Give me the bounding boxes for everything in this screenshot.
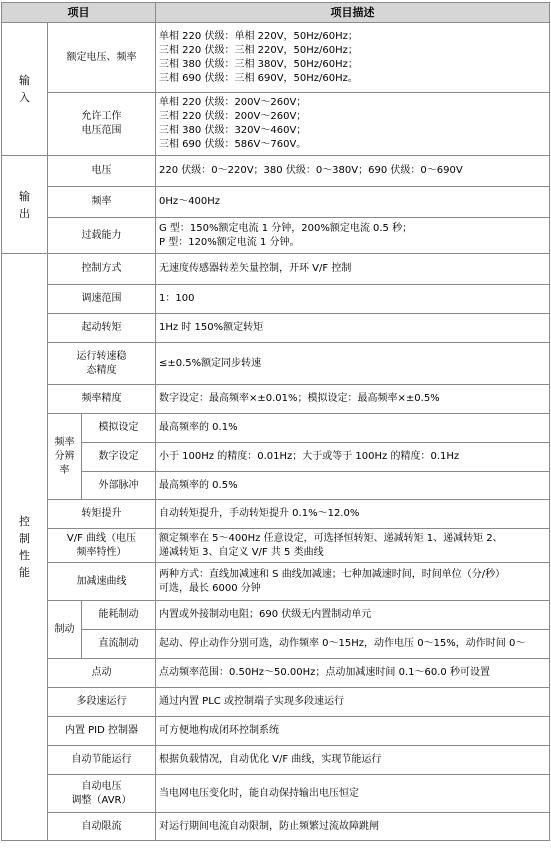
table-row	[2, 23, 550, 93]
energy-saving-desc: 根据负载情况，自动优化 V/F 曲线，实现节能运行	[156, 746, 550, 775]
freq-accuracy-desc: 数字设定：最高频率×±0.01%；模拟设定：最高频率×±0.5%	[156, 385, 550, 414]
table-row	[2, 529, 550, 563]
steady-accuracy-label: 运行转速稳 态精度	[48, 343, 156, 385]
torque-boost-label: 转矩提升	[48, 500, 156, 529]
table-row	[2, 688, 550, 717]
table-row	[2, 385, 550, 414]
speed-range-label: 调速范围	[48, 285, 156, 314]
allowed-voltage-label: 允许工作 电压范围	[48, 93, 156, 156]
output-frequency-label: 频率	[48, 187, 156, 218]
pid-desc: 可方便地构成闭环控制系统	[156, 717, 550, 746]
avr-desc: 当电网电压变化时，能自动保持输出电压恒定	[156, 775, 550, 813]
spec-table-container	[1, 2, 550, 841]
accel-curve-label: 加减速曲线	[48, 563, 156, 601]
analog-setting-desc: 最高频率的 0.1%	[156, 414, 550, 443]
table-row	[2, 813, 550, 841]
multi-speed-desc: 通过内置 PLC 或控制端子实现多段速运行	[156, 688, 550, 717]
table-row	[2, 630, 550, 659]
overload-label: 过载能力	[48, 218, 156, 254]
start-torque-desc: 1Hz 时 150%额定转矩	[156, 314, 550, 343]
digital-setting-label: 数字设定	[82, 443, 156, 472]
table-row	[2, 285, 550, 314]
output-voltage-desc: 220 伏级：0～220V；380 伏级：0～380V；690 伏级：0～690V	[156, 156, 550, 187]
avr-label: 自动电压 调整（AVR）	[48, 775, 156, 813]
current-limit-desc: 对运行期间电流自动限制，防止频繁过流故障跳闸	[156, 813, 550, 841]
freq-accuracy-label: 频率精度	[48, 385, 156, 414]
table-row	[2, 775, 550, 813]
torque-boost-desc: 自动转矩提升，手动转矩提升 0.1%～12.0%	[156, 500, 550, 529]
control-mode-desc: 无速度传感器转差矢量控制，开环 V/F 控制	[156, 254, 550, 285]
jog-desc: 点动频率范围：0.50Hz～50.00Hz；点动加减速时间 0.1～60.0 秒可设置	[156, 659, 550, 688]
energy-saving-label: 自动节能运行	[48, 746, 156, 775]
allowed-voltage-desc: 单相 220 伏级：200V～260V； 三相 220 伏级：200V～260V； 三相 380 伏级：320V～460V； 三相 690 伏级：586V～760V。	[156, 93, 550, 156]
analog-setting-label: 模拟设定	[82, 414, 156, 443]
consumption-braking-label: 能耗制动	[82, 601, 156, 630]
rated-voltage-label: 额定电压、频率	[48, 23, 156, 93]
braking-group: 制动	[48, 601, 82, 659]
spec-table	[1, 2, 550, 841]
table-row	[2, 93, 550, 156]
table-row	[2, 601, 550, 630]
table-row	[2, 343, 550, 385]
table-row	[2, 500, 550, 529]
vf-curve-desc: 额定频率在 5～400Hz 任意设定，可选择恒转矩、递减转矩 1、递减转矩 2、 递减转矩 3、自定义 V/F 共 5 类曲线	[156, 529, 550, 563]
external-pulse-desc: 最高频率的 0.5%	[156, 472, 550, 500]
header-row	[2, 3, 550, 23]
table-row	[2, 563, 550, 601]
consumption-braking-desc: 内置或外接制动电阻；690 伏级无内置制动单元	[156, 601, 550, 630]
multi-speed-label: 多段速运行	[48, 688, 156, 717]
steady-accuracy-desc: ≤±0.5%额定同步转速	[156, 343, 550, 385]
table-row	[2, 414, 550, 443]
output-voltage-label: 电压	[48, 156, 156, 187]
rated-voltage-desc: 单相 220 伏级：单相 220V，50Hz/60Hz； 三相 220 伏级：三相 220V，50Hz/60Hz； 三相 380 伏级：三相 380V，50Hz/60Hz； 三相 690 伏级：三相 690V，50Hz/60Hz。	[156, 23, 550, 93]
output-frequency-desc: 0Hz～400Hz	[156, 187, 550, 218]
table-row	[2, 218, 550, 254]
header-description: 项目描述	[156, 3, 550, 23]
section-control: 控 制 性 能	[2, 254, 48, 841]
digital-setting-desc: 小于 100Hz 的精度：0.01Hz；大于或等于 100Hz 的精度：0.1Hz	[156, 443, 550, 472]
table-row	[2, 472, 550, 500]
table-row	[2, 443, 550, 472]
table-row	[2, 156, 550, 187]
table-row	[2, 187, 550, 218]
freq-resolution-group: 频率 分辨 率	[48, 414, 82, 500]
external-pulse-label: 外部脉冲	[82, 472, 156, 500]
section-input: 输 入	[2, 23, 48, 156]
start-torque-label: 起动转矩	[48, 314, 156, 343]
table-row	[2, 659, 550, 688]
table-row	[2, 254, 550, 285]
jog-label: 点动	[48, 659, 156, 688]
table-row	[2, 746, 550, 775]
pid-label: 内置 PID 控制器	[48, 717, 156, 746]
control-mode-label: 控制方式	[48, 254, 156, 285]
speed-range-desc: 1：100	[156, 285, 550, 314]
header-item: 项目	[2, 3, 156, 23]
section-output: 输 出	[2, 156, 48, 254]
table-row	[2, 314, 550, 343]
overload-desc: G 型：150%额定电流 1 分钟，200%额定电流 0.5 秒； P 型：120%额定电流 1 分钟。	[156, 218, 550, 254]
table-row	[2, 717, 550, 746]
current-limit-label: 自动限流	[48, 813, 156, 841]
dc-braking-label: 直流制动	[82, 630, 156, 659]
dc-braking-desc: 起动、停止动作分别可选，动作频率 0～15Hz，动作电压 0～15%，动作时间 0～	[156, 630, 550, 659]
accel-curve-desc: 两种方式：直线加减速和 S 曲线加减速；七种加减速时间，时间单位（分/秒） 可选，最长 6000 分钟	[156, 563, 550, 601]
vf-curve-label: V/F 曲线（电压 频率特性）	[48, 529, 156, 563]
